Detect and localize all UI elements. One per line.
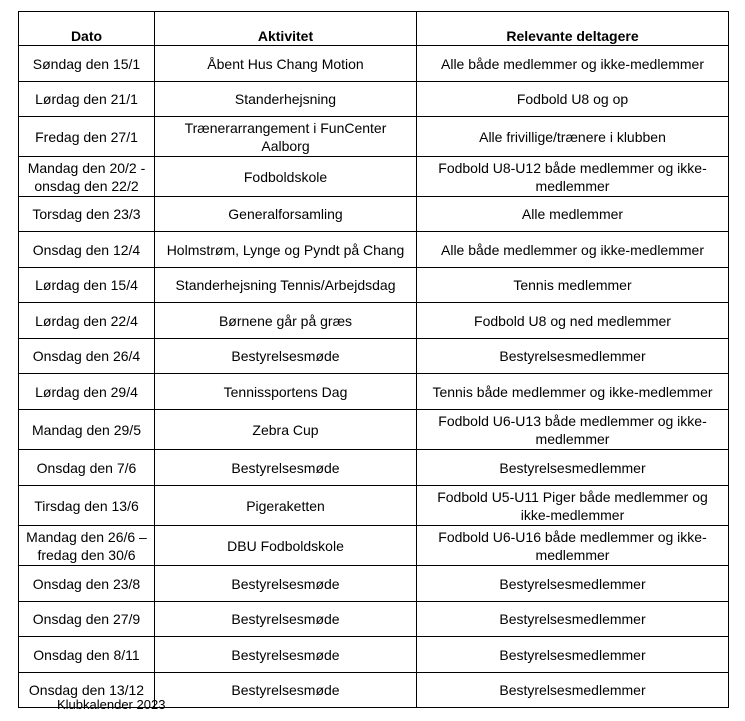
cell-dato: Mandag den 26/6 – fredag den 30/6 xyxy=(19,526,155,566)
cell-aktivitet: Bestyrelsesmøde xyxy=(155,673,417,708)
cell-deltagere: Fodbold U6-U13 både medlemmer og ikke-medlemmer xyxy=(417,410,729,450)
cell-aktivitet: Bestyrelsesmøde xyxy=(155,602,417,637)
cell-dato: Onsdag den 23/8 xyxy=(19,566,155,602)
table-row xyxy=(19,46,729,82)
table-row xyxy=(19,602,729,637)
cell-deltagere: Bestyrelsesmedlemmer xyxy=(417,637,729,673)
table-caption: Klubkalender 2023 xyxy=(57,697,166,712)
cell-aktivitet: Holmstrøm, Lynge og Pyndt på Chang xyxy=(155,232,417,268)
table-row xyxy=(19,117,729,157)
table-row xyxy=(19,526,729,566)
cell-aktivitet: DBU Fodboldskole xyxy=(155,526,417,566)
table-row xyxy=(19,268,729,303)
cell-deltagere: Bestyrelsesmedlemmer xyxy=(417,602,729,637)
cell-aktivitet: Bestyrelsesmøde xyxy=(155,339,417,374)
cell-dato: Onsdag den 26/4 xyxy=(19,339,155,374)
cell-dato: Onsdag den 27/9 xyxy=(19,602,155,637)
cell-deltagere: Tennis både medlemmer og ikke-medlemmer xyxy=(417,374,729,410)
cell-deltagere: Fodbold U5-U11 Piger både medlemmer og ikke-medlemmer xyxy=(417,486,729,526)
table-row xyxy=(19,410,729,450)
cell-aktivitet: Pigeraketten xyxy=(155,486,417,526)
cell-aktivitet: Bestyrelsesmøde xyxy=(155,450,417,486)
cell-aktivitet: Børnene går på græs xyxy=(155,303,417,339)
cell-dato: Søndag den 15/1 xyxy=(19,46,155,82)
table-row xyxy=(19,339,729,374)
cell-dato: Lørdag den 15/4 xyxy=(19,268,155,303)
cell-dato: Tirsdag den 13/6 xyxy=(19,486,155,526)
table-row xyxy=(19,232,729,268)
cell-aktivitet: Generalforsamling xyxy=(155,197,417,232)
cell-deltagere: Bestyrelsesmedlemmer xyxy=(417,450,729,486)
cell-aktivitet: Åbent Hus Chang Motion xyxy=(155,46,417,82)
cell-dato: Torsdag den 23/3 xyxy=(19,197,155,232)
cell-dato: Onsdag den 12/4 xyxy=(19,232,155,268)
cell-deltagere: Fodbold U8 og op xyxy=(417,82,729,117)
cell-deltagere: Alle frivillige/trænere i klubben xyxy=(417,117,729,157)
table-header-row xyxy=(19,12,729,46)
table-row xyxy=(19,486,729,526)
cell-deltagere: Tennis medlemmer xyxy=(417,268,729,303)
cell-dato: Mandag den 29/5 xyxy=(19,410,155,450)
cell-deltagere: Fodbold U8-U12 både medlemmer og ikke-medlemmer xyxy=(417,157,729,197)
club-calendar-table xyxy=(18,11,729,708)
cell-aktivitet: Tennissportens Dag xyxy=(155,374,417,410)
cell-aktivitet: Standerhejsning xyxy=(155,82,417,117)
header-relevante-deltagere: Relevante deltagere xyxy=(417,12,729,46)
table-row xyxy=(19,450,729,486)
table-row xyxy=(19,637,729,673)
cell-deltagere: Bestyrelsesmedlemmer xyxy=(417,339,729,374)
cell-aktivitet: Bestyrelsesmøde xyxy=(155,637,417,673)
table-row xyxy=(19,82,729,117)
header-dato: Dato xyxy=(19,12,155,46)
header-aktivitet: Aktivitet xyxy=(155,12,417,46)
cell-deltagere: Bestyrelsesmedlemmer xyxy=(417,673,729,708)
cell-aktivitet: Bestyrelsesmøde xyxy=(155,566,417,602)
cell-dato: Lørdag den 22/4 xyxy=(19,303,155,339)
cell-aktivitet: Zebra Cup xyxy=(155,410,417,450)
table-row xyxy=(19,566,729,602)
cell-dato: Lørdag den 21/1 xyxy=(19,82,155,117)
cell-deltagere: Fodbold U8 og ned medlemmer xyxy=(417,303,729,339)
cell-deltagere: Fodbold U6-U16 både medlemmer og ikke-medlemmer xyxy=(417,526,729,566)
cell-dato: Onsdag den 8/11 xyxy=(19,637,155,673)
table-row xyxy=(19,303,729,339)
table-row xyxy=(19,374,729,410)
cell-aktivitet: Fodboldskole xyxy=(155,157,417,197)
cell-deltagere: Alle medlemmer xyxy=(417,197,729,232)
table-row xyxy=(19,197,729,232)
cell-deltagere: Alle både medlemmer og ikke-medlemmer xyxy=(417,46,729,82)
cell-dato: Onsdag den 7/6 xyxy=(19,450,155,486)
cell-dato: Lørdag den 29/4 xyxy=(19,374,155,410)
cell-aktivitet: Trænerarrangement i FunCenter Aalborg xyxy=(155,117,417,157)
cell-dato: Fredag den 27/1 xyxy=(19,117,155,157)
cell-dato: Onsdag den 13/12 xyxy=(19,673,155,708)
cell-dato: Mandag den 20/2 - onsdag den 22/2 xyxy=(19,157,155,197)
cell-aktivitet: Standerhejsning Tennis/Arbejdsdag xyxy=(155,268,417,303)
table-row xyxy=(19,157,729,197)
cell-deltagere: Bestyrelsesmedlemmer xyxy=(417,566,729,602)
cell-deltagere: Alle både medlemmer og ikke-medlemmer xyxy=(417,232,729,268)
